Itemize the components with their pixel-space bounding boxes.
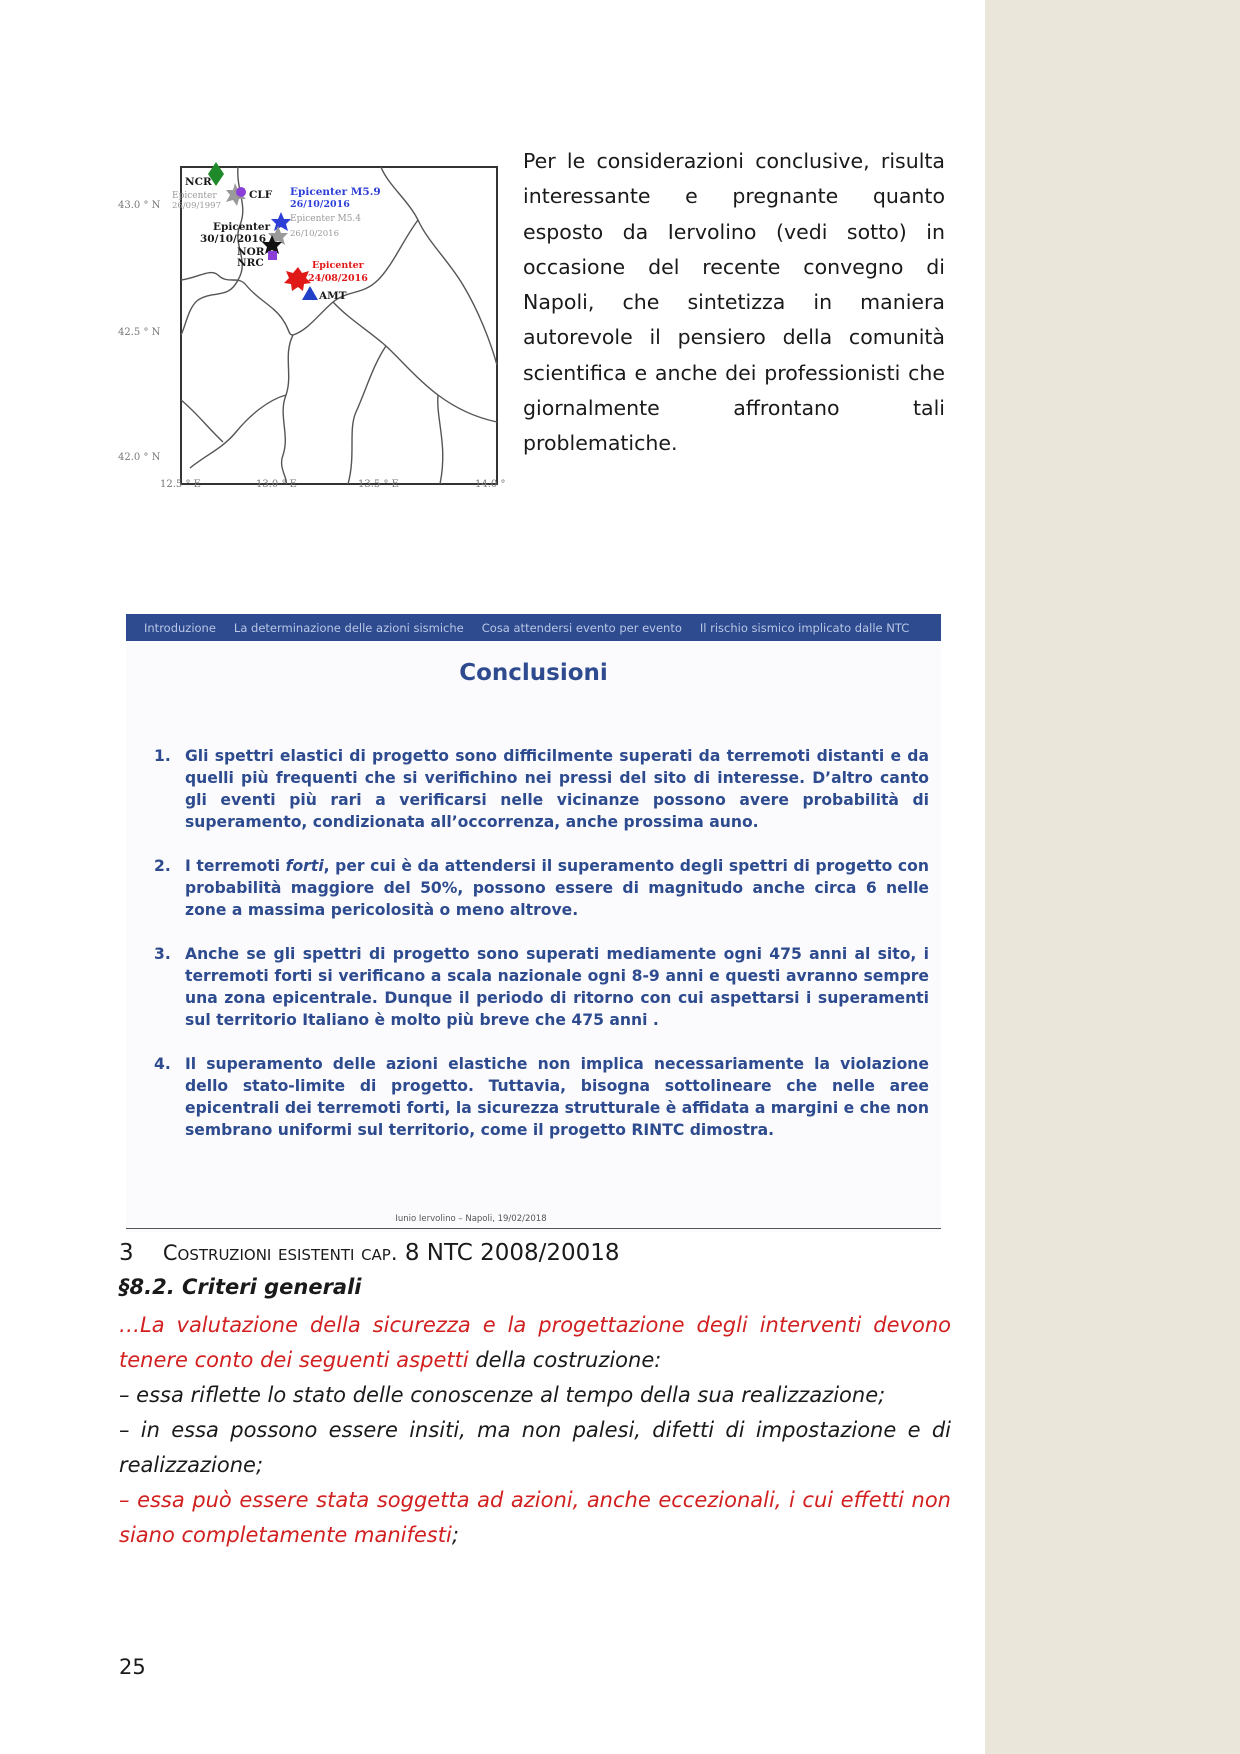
highlighted-text: essa può essere stata soggetta ad azioni, anche eccezionali, i cui effetti non siano completamente manifesti <box>119 1488 951 1547</box>
list-item-text: Il superamento delle azioni elastiche non implica necessariamente la violazione dello stato-limite di progetto. Tuttavia, bisogna sottolineare che nelle aree epicentrali dei terremoti forti, la sicurezza strutturale è affidata a margini e che non sembrano uniformi sul territorio, come il progetto RINTC dimostra. <box>185 1055 929 1139</box>
date-m59-label: 26/10/2016 <box>290 199 350 210</box>
section-body <box>119 1308 951 1553</box>
body-list-item <box>119 1483 951 1553</box>
lon-13-label: 13.0 ° E <box>256 479 297 490</box>
section-heading <box>119 1240 620 1266</box>
section-number: 3 <box>119 1240 134 1266</box>
page-margin-band <box>985 0 1240 1754</box>
lat-42-label: 42.0 ° N <box>118 452 161 463</box>
body-text-plain: della costruzione: <box>468 1348 662 1372</box>
date-1997-label: 26/09/1997 <box>172 201 221 211</box>
list-item-end: ; <box>451 1523 459 1547</box>
nor-square-marker <box>268 251 277 260</box>
slide-footer: Iunio Iervolino – Napoli, 19/02/2018 <box>395 1214 547 1224</box>
list-item-text-start: I terremoti <box>185 857 286 875</box>
ncr-label: NCR <box>185 176 212 188</box>
clf-circle-marker <box>236 187 246 197</box>
lon-14-label: 14.0 ° <box>475 479 506 490</box>
intro-paragraph: Per le considerazioni conclusive, risulta interessante e pregnante quanto esposto da Iervolino (vedi sotto) in occasione del recente convegno di Napoli, che sintetizza in maniera autorevole il pensiero della comunità scientifica e anche dei professionisti che giornalmente affrontano tali problematiche. <box>523 149 945 456</box>
highlighted-text: …La valutazione della sicurezza e la progettazione degli interventi devono tenere conto dei seguenti aspetti <box>119 1313 951 1372</box>
page-number: 25 <box>119 1655 146 1679</box>
amt-label: AMT <box>319 290 347 302</box>
nor-label: NOR <box>237 246 265 258</box>
body-list-item: – essa riflette lo stato delle conoscenze al tempo della sua realizzazione; <box>119 1383 886 1407</box>
list-item-text: Anche se gli spettri di progetto sono superati mediamente ogni 475 anni al sito, i terremoti forti si verificano a scala nazionale ogni 8-9 anni e questi avranno sempre una zona epicentrale. Dunque il periodo di ritorno con cui aspettarsi i superamenti sul territorio Italiano è molto più breve che 475 anni . <box>185 945 929 1029</box>
list-item <box>154 943 929 1031</box>
list-item-text-end: , per cui è da attendersi il superamento degli spettri di progetto con probabilità maggiore del 50%, possono essere di magnitudo anche circa 6 nelle zone a massima pericolosità o meno altrove. <box>185 857 929 919</box>
lat-43-label: 43.0 ° N <box>118 200 161 211</box>
list-item <box>154 745 929 833</box>
lon-135-label: 13.5 ° E <box>358 479 399 490</box>
epicenter-30oct-label: Epicenter <box>213 221 271 233</box>
conclusions-slide <box>126 614 941 1232</box>
list-item-number: 3. <box>154 945 171 963</box>
epicenter-m54-label: Epicenter M5.4 <box>290 214 362 224</box>
date-24aug-label: 24/08/2016 <box>308 273 368 284</box>
list-item <box>154 1053 929 1141</box>
slide-nav-item: La determinazione delle azioni sismiche <box>233 620 464 635</box>
date-m54-label: 26/10/2016 <box>290 229 339 239</box>
list-item-number: 1. <box>154 747 171 765</box>
epicenter-m59-label: Epicenter M5.9 <box>290 186 381 198</box>
subsection-heading: §8.2. Criteri generali <box>119 1275 362 1299</box>
section-title-rest: 8 NTC 2008/20018 <box>397 1240 620 1266</box>
section-title-smallcaps: Costruzioni esistenti cap. <box>162 1241 398 1265</box>
epicenter-24aug-label: Epicenter <box>312 260 364 271</box>
lat-425-label: 42.5 ° N <box>118 327 161 338</box>
list-item-number: 2. <box>154 857 171 875</box>
list-item-text: Gli spettri elastici di progetto sono difficilmente superati da terremoti distanti e da quelli più frequenti che si verifichino nei pressi del sito di interesse. D’altro canto gli eventi più rari a verificarsi nelle vicinanze possono avere probabilità di superamento, condizionata all’occorrenza, anche prossima auno. <box>185 747 929 831</box>
slide-nav-bar <box>126 614 941 641</box>
body-paragraph <box>119 1308 951 1378</box>
slide-nav-item: Introduzione <box>144 620 216 635</box>
list-dash: – <box>119 1488 138 1512</box>
conclusions-list <box>154 745 929 1163</box>
nrc-label: NRC <box>237 257 264 269</box>
list-item <box>154 855 929 921</box>
epicenter-map <box>118 150 508 555</box>
list-item-number: 4. <box>154 1055 171 1073</box>
epicenter-1997-label: Epicenter <box>172 191 217 201</box>
clf-label: CLF <box>249 189 273 201</box>
list-item-text <box>185 855 929 921</box>
list-item-emphasis: forti <box>285 857 324 875</box>
date-30oct-label: 30/10/2016 <box>200 233 267 245</box>
slide-divider <box>126 1228 941 1229</box>
lon-125-label: 12.5 ° E <box>160 479 201 490</box>
body-list-item: – in essa possono essere insiti, ma non palesi, difetti di impostazione e di realizzazione; <box>119 1418 951 1477</box>
slide-nav-item: Cosa attendersi evento per evento <box>481 620 682 635</box>
slide-title: Conclusioni <box>459 660 608 686</box>
slide-nav-item: Il rischio sismico implicato dalle NTC <box>699 620 910 635</box>
